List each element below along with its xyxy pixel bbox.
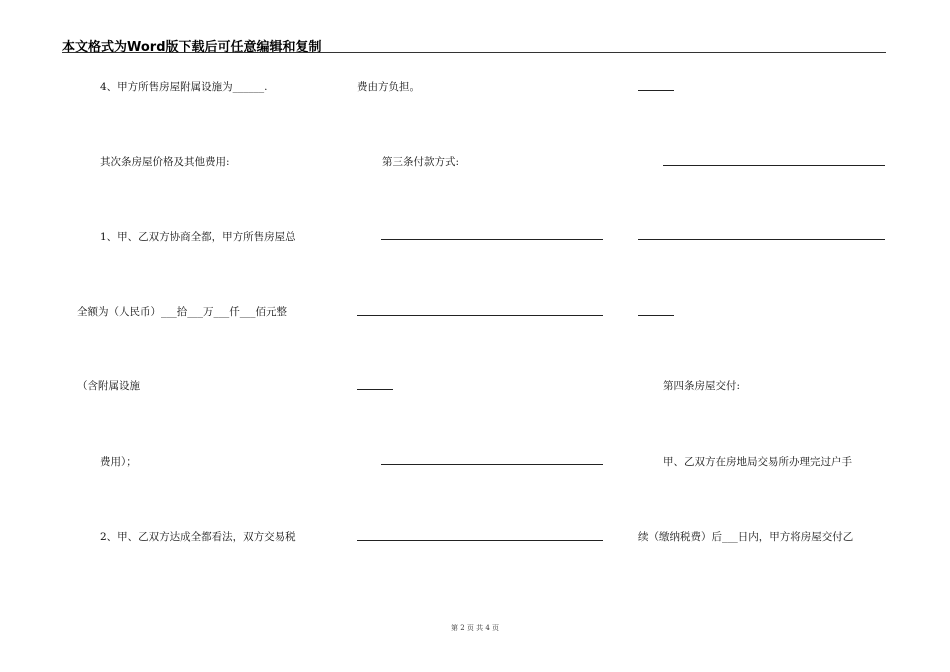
col1-paragraph-7: 2、甲、乙双方达成全都看法，双方交易税 [100, 531, 296, 543]
col3-blank-line-short-2 [638, 315, 674, 316]
col2-blank-line-3 [381, 464, 603, 465]
document-header-title: 本文格式为Word版下载后可任意编辑和复制 [62, 40, 322, 55]
col2-blank-line-2 [357, 315, 603, 316]
col2-blank-line-4 [357, 540, 603, 541]
col3-blank-line-short-1 [638, 90, 674, 91]
col3-blank-line-2 [638, 239, 885, 240]
col3-blank-line-1 [663, 165, 885, 166]
col1-paragraph-6: 费用）； [100, 456, 137, 468]
col1-paragraph-3: 1、甲、乙双方协商全都，甲方所售房屋总 [100, 231, 296, 243]
col1-paragraph-5: （含附属设施 [77, 380, 140, 392]
col1-paragraph-1: 4、甲方所售房屋附属设施为______. [100, 81, 268, 93]
col1-paragraph-4: 全额为（人民币）___拾___万___仟___佰元整 [77, 306, 287, 318]
col2-paragraph-2: 第三条付款方式: [382, 156, 460, 168]
page-number-footer: 第 2 页 共 4 页 [450, 624, 500, 632]
col2-paragraph-1: 费由方负担。 [357, 81, 420, 93]
header-divider [62, 52, 886, 53]
col3-paragraph-1: 第四条房屋交付: [663, 380, 741, 392]
col3-paragraph-3: 续（缴纳税费）后___日内，甲方将房屋交付乙 [638, 531, 854, 543]
col3-paragraph-2: 甲、乙双方在房地局交易所办理完过户手 [663, 456, 852, 468]
col2-blank-line-short [357, 389, 393, 390]
col2-blank-line-1 [381, 239, 603, 240]
col1-paragraph-2: 其次条房屋价格及其他费用: [100, 156, 230, 168]
